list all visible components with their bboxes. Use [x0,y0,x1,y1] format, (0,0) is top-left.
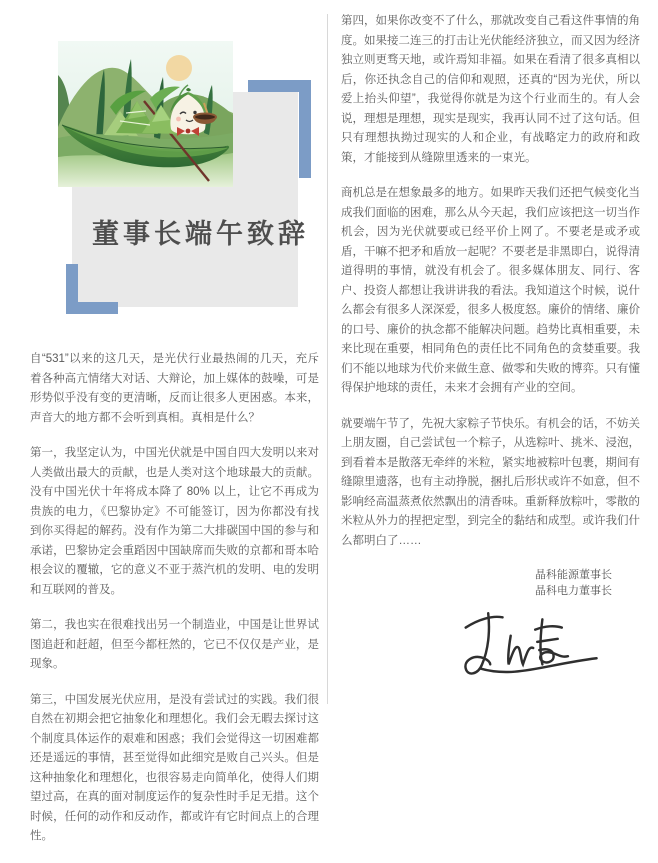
right-column [341,12,640,693]
paragraph-third: 第三，中国发展光伏应用，是没有尝试过的实践。我们很自然在初期会把它抽象化和理想化。我们会无暇去探讨这个制度具体运作的艰难和困惑；我们会觉得这一切困难都还是遥远的事情，甚至觉得如此细究是败自己兴头。但是这种抽象化和理想化，也很容易走向简单化，使得人们期望过高，在真的面对制度运作的复杂性时手足无措。这个时候，任何的动作和反动作，都或许有它时间点上的合理性。 [30,693,319,842]
paragraph-first: 第一，我坚定认为，中国光伏就是中国自四大发明以来对人类做出最大的贡献，也是人类对这个地球最大的贡献。没有中国光伏十年将成本降了 80% 以上，让它不再成为贵族的电力，《巴黎协定》不可能签订，因为你都没有找到你买得起的解药。没有作为第二大排碳国中国的参与和承诺，巴黎协定会重蹈因中国缺席而失败的京都和哥本哈根会议的覆辙，它的意义不亚于蒸汽机的发明、电的发明和互联网的普及。 [30,447,319,596]
corner-bracket-bottom-left [66,264,118,314]
sun [166,55,192,81]
signature-block [341,567,640,693]
column-divider [327,14,328,704]
paragraph-intro: 自“531”以来的这几天，是光伏行业最热闹的几天，充斥着各种高亢情绪大对话、大辩论，加上媒体的鼓噪，可是形势似乎没有变的更清晰，反而让很多人更困惑。本来，声音大的地方都不会听到真相。真相是什么？ [30,353,319,424]
left-column [30,350,319,863]
corner-bracket-top-right [248,80,311,178]
signature-title-power: 晶科电力董事长 [535,585,612,597]
paragraph-fourth: 第四，如果你改变不了什么，那就改变自己看这件事情的角度。如果接二连三的打击让光伏能经济独立，而又因为经济独立则更骛天地，或许焉知非福。如果在看清了很多真相以后，你还执念自己的信仰和观照，还真的“因为光伏，所以爱上抬头仰望”，我觉得你就是为这个行业而生的。有人会说，理想是理想，现实是现实，我再认同不过了这句话。但只有理想执拗过现实的人和企业，有战略定力的政府和政策，才能接到从缝隙里透来的一束光。 [341,15,640,164]
dragon-boat-zongzi-illustration [58,41,233,187]
signature-title-energy: 晶科能源董事长 [535,569,612,581]
paragraph-opportunity: 商机总是在想象最多的地方。如果昨天我们还把气候变化当成我们面临的困难，那么从今天起，我们应该把这一切当作机会，因为光伏就要或已经平价上网了。不要老是或矛或盾，干嘛不把矛和盾放一起呢？不要老是非黑即白，说得清道得明的事情，就没有机会了。很多媒体朋友、同行、客户、投资人都想让我讲讲我的看法。我知道这个时候，说什么都会有很多人深深爱，很多人极度怒。廉价的情绪、廉价的口号、廉价的执念都不能解决问题。趋势比真相重要，未来比现在重要，相同角色的责任比不同角色的贪婪重要。我们不能以地球为代价来做生意、做零和失败的博弈。只有懂得保护地球的责任，未来才会拥有产业的空间。 [341,187,640,394]
paragraph-festival: 就要端午节了，先祝大家粽子节快乐。有机会的话，不妨关上朋友圈，自己尝试包一个粽子，从选粽叶、挑米、浸泡，到看着本是散落无牵绊的米粒，紧实地被粽叶包裹，期间有缝隙里遗落，也有主动挣脱，捆扎后形状或许不如意，但不影响经高温蒸煮依然飘出的清香味。重新释放粽叶，零散的米粒从外力的捏把定型，到完全的黏结和成型。或许我们什么都明白了…… [341,417,640,547]
page-title: 董事长端午致辞 [92,219,309,249]
paragraph-second: 第二，我也实在很难找出另一个制造业，中国是让世界试图追赶和赶超，但至今都枉然的，它已不仅仅是产业，是现象。 [30,619,319,670]
chairman-handwritten-signature [440,601,610,693]
